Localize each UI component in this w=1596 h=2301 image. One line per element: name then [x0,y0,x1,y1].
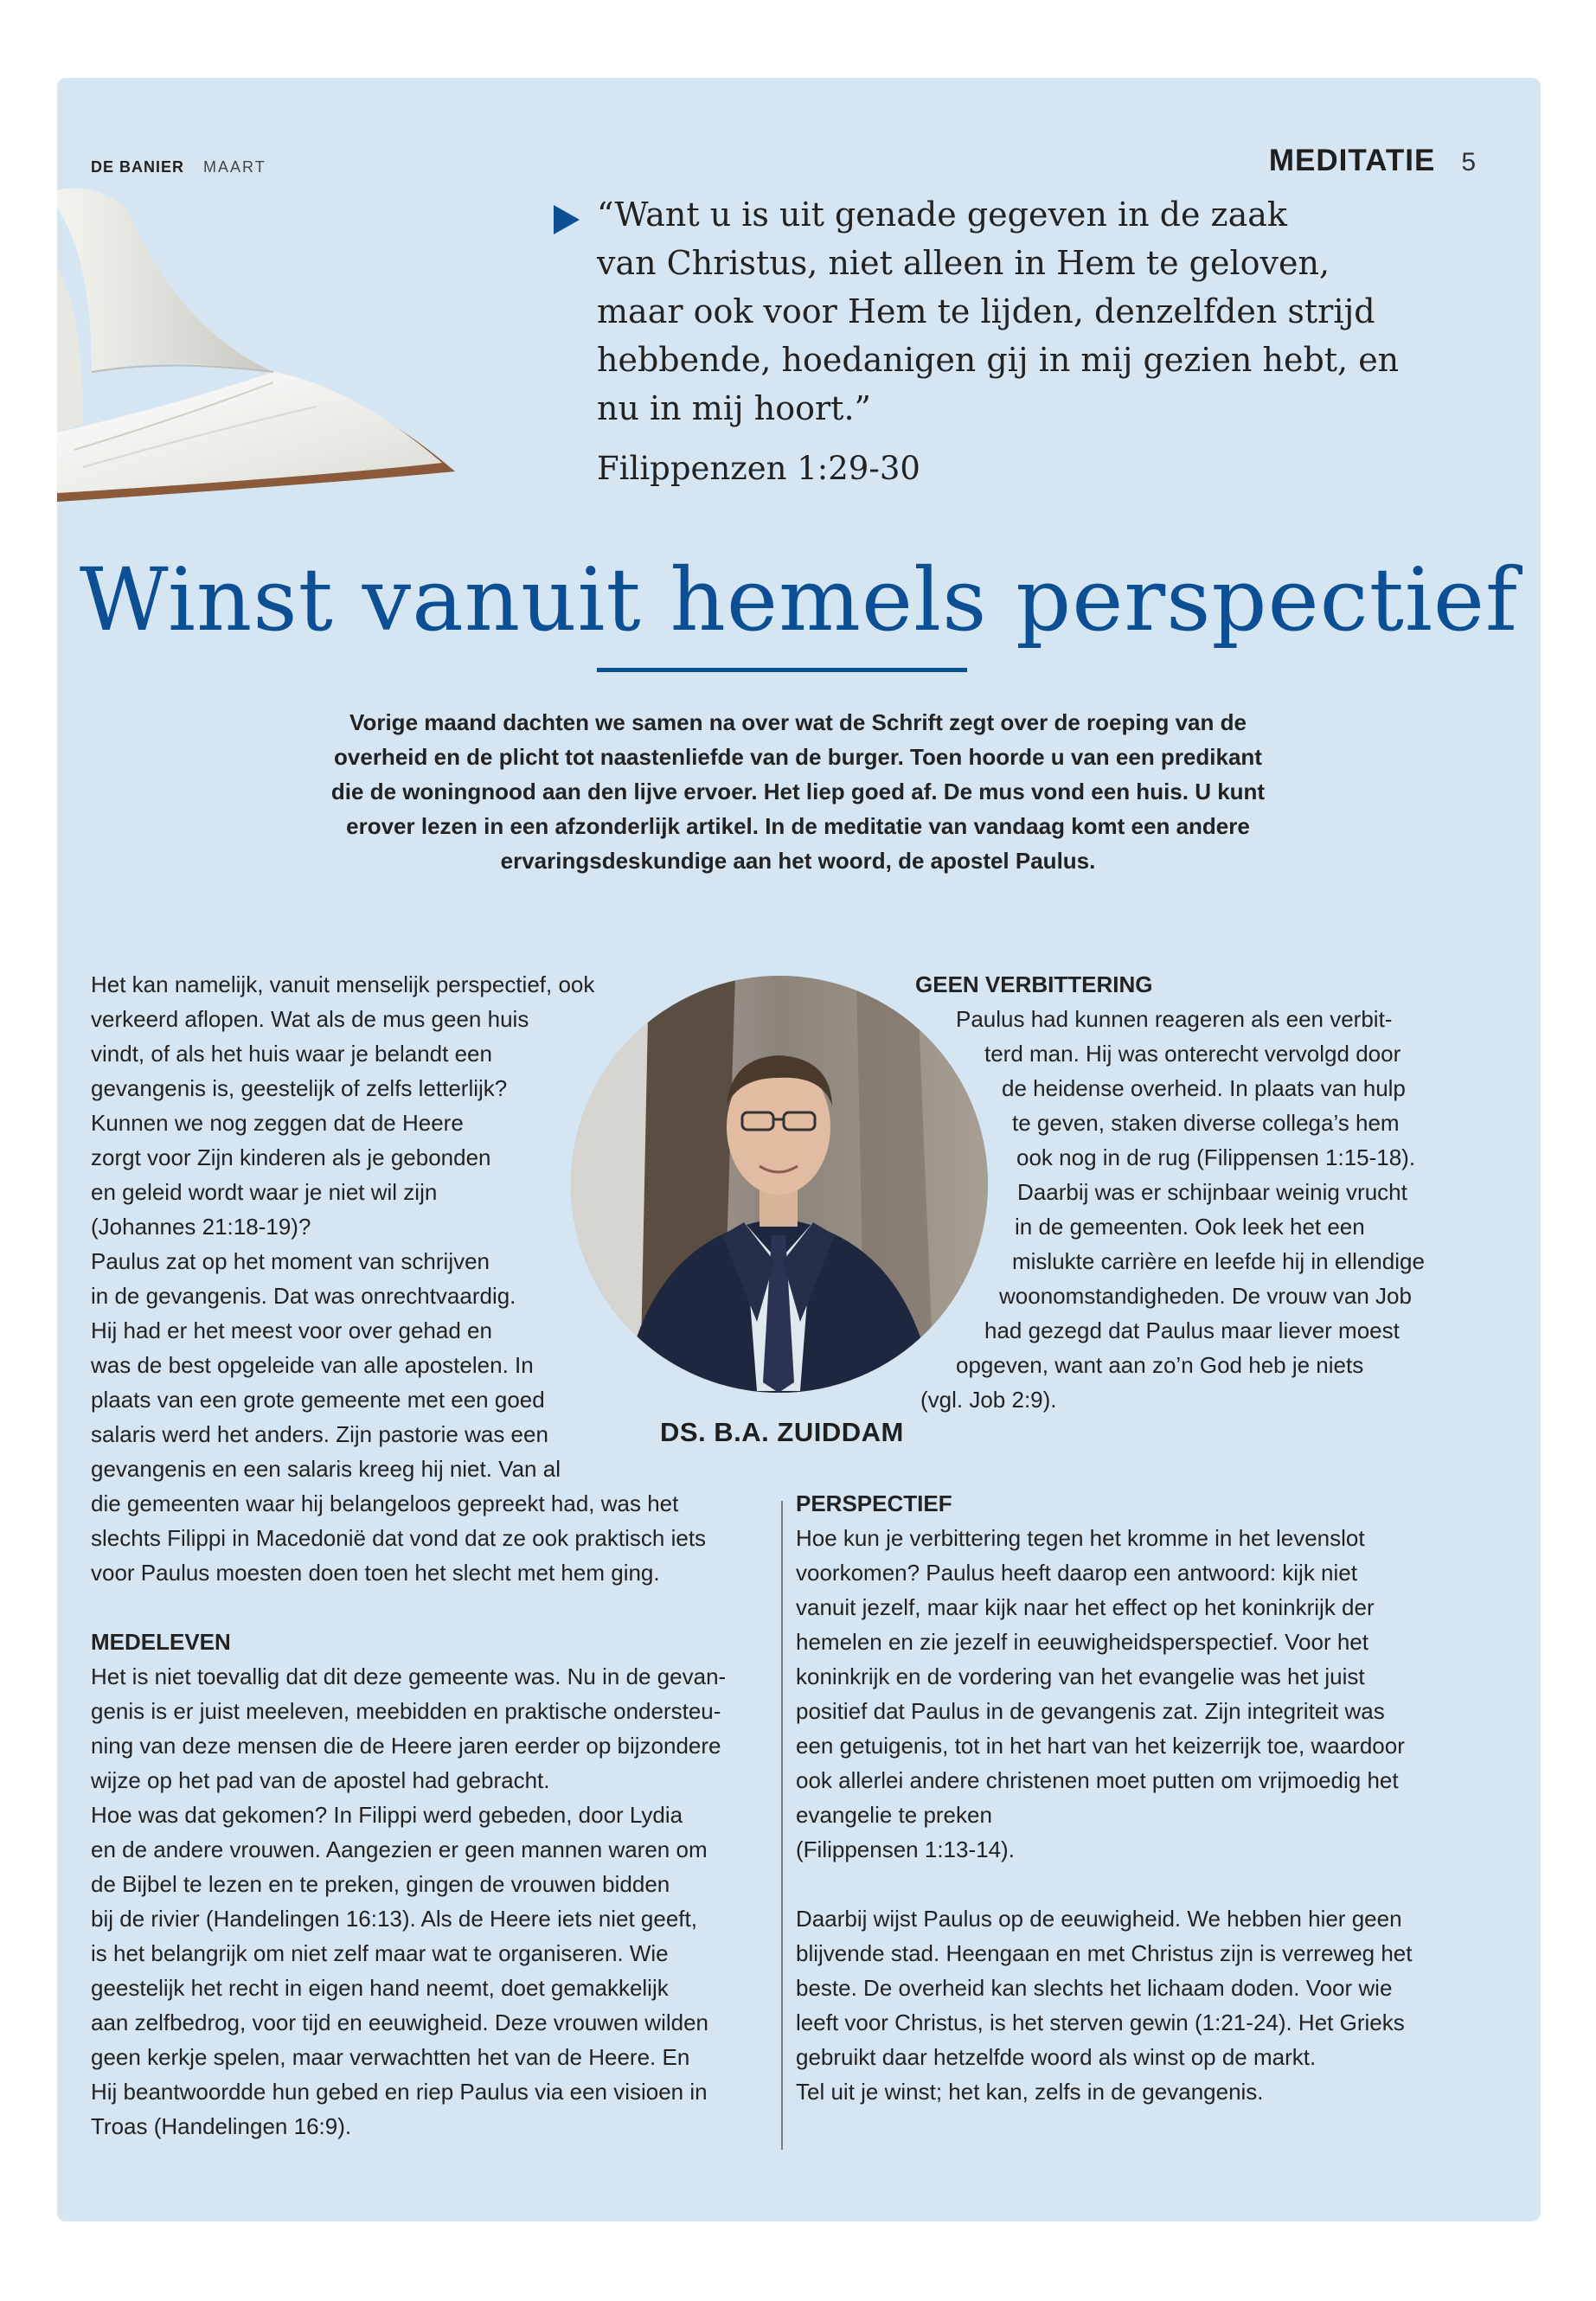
text-line: en geleid wordt waar je niet wil zijn [91,1179,438,1205]
text-line: Kunnen we nog zeggen dat de Heere [91,1110,464,1136]
text-line: in de gemeenten. Ook leek het een [1015,1214,1365,1240]
text-line: Tel uit je winst; het kan, zelfs in de gevangenis. [796,2079,1264,2105]
text-line: voorkomen? Paulus heeft daarop een antwoord: kijk niet [796,1560,1357,1586]
text-line: een getuigenis, tot in het hart van het keizerrijk toe, waardoor [796,1733,1405,1759]
text-line: te geven, staken diverse collega’s hem [1012,1110,1400,1136]
text-line: (Johannes 21:18-19)? [91,1214,311,1240]
quote-reference: Filippenzen 1:29-30 [597,450,920,487]
text-line: Hoe kun je verbittering tegen het kromme in het levenslot [796,1525,1365,1551]
quote-line: hebbende, hoedanigen gij in mij gezien hebt, en [597,341,1400,379]
text-line: blijvende stad. Heengaan en met Christus zijn is verreweg het [796,1940,1413,1966]
text-line: Paulus had kunnen reageren als een verbit- [956,1006,1393,1032]
text-line: wijze op het pad van de apostel had gebracht. [91,1767,550,1793]
article-title: Winst vanuit hemels perspectief [79,549,1519,651]
text-line: die gemeenten waar hij belangeloos gepreekt had, was het [91,1490,679,1516]
publication-name: DE BANIER [91,158,185,176]
article-intro [277,705,1319,878]
text-line: geestelijk het recht in eigen hand neemt, doet gemakkelijk [91,1975,669,2001]
text-line: hemelen en zie jezelf in eeuwigheidsperspectief. Voor het [796,1629,1368,1655]
quote-line: van Christus, niet alleen in Hem te geloven, [597,244,1330,282]
text-line: gevangenis en een salaris kreeg hij niet. Van al [91,1456,561,1482]
intro-line: Vorige maand dachten we samen na over wat de Schrift zegt over de roeping van de [349,709,1247,735]
text-line: had gezegd dat Paulus maar liever moest [984,1317,1400,1343]
column-divider [781,1501,783,2150]
text-line: voor Paulus moesten doen toen het slecht met hem ging. [91,1560,660,1586]
text-line: de heidense overheid. In plaats van hulp [1002,1075,1406,1101]
text-line: geen kerkje spelen, maar verwachtten het van de Heere. En [91,2044,690,2070]
header-right [1269,144,1477,178]
intro-line: die de woningnood aan den lijve ervoer. Het liep goed af. De mus vond een huis. U kunt [330,779,1266,804]
right-column-bottom [796,1486,1413,2109]
text-line: Paulus zat op het moment van schrijven [91,1248,490,1274]
intro-line: ervaringsdeskundige aan het woord, de apostel Paulus. [500,848,1096,874]
text-line: Het is niet toevallig dat dit deze gemeente was. Nu in de gevan- [91,1663,727,1689]
quote-line: “Want u is uit genade gegeven in de zaak [597,195,1287,234]
quote-line: maar ook voor Hem te lijden, denzelfden strijd [597,292,1375,330]
text-line: ook allerlei andere christenen moet putten om vrijmoedig het [796,1767,1399,1793]
text-line: beste. De overheid kan slechts het lichaam doden. Voor wie [796,1975,1393,2001]
text-line: was de best opgeleide van alle apostelen. In [91,1352,534,1378]
right-column-top [915,967,1152,1002]
text-line: ook nog in de rug (Filippensen 1:15-18). [1016,1144,1416,1170]
section-heading-perspectief: PERSPECTIEF [796,1490,952,1516]
open-book-illustration [57,156,464,502]
issue-month: MAART [203,158,266,176]
title-underline [597,668,967,672]
text-line: aan zelfbedrog, voor tijd en eeuwigheid. Deze vrouwen wilden [91,2009,708,2035]
text-line: Daarbij was er schijnbaar weinig vrucht [1017,1179,1407,1205]
text-line: plaats van een grote gemeente met een goed [91,1387,545,1413]
text-line: mislukte carrière en leefde hij in ellendige [1012,1248,1425,1274]
text-line: positief dat Paulus in de gevangenis zat. Zijn integriteit was [796,1698,1385,1724]
text-line: in de gevangenis. Dat was onrechtvaardig. [91,1283,516,1309]
text-line: gevangenis is, geestelijk of zelfs letterlijk? [91,1075,508,1101]
quote-line: nu in mij hoort.” [597,389,871,427]
text-line: leeft voor Christus, is het sterven gewin (1:21-24). Het Grieks [796,2009,1405,2035]
text-line: de Bijbel te lezen en te preken, gingen de vrouwen bidden [91,1871,670,1897]
text-line: (vgl. Job 2:9). [920,1387,1057,1413]
text-line: is het belangrijk om niet zelf maar wat te organiseren. Wie [91,1940,669,1966]
text-line: genis is er juist meeleven, meebidden en praktische ondersteu- [91,1698,721,1724]
intro-line: overheid en de plicht tot naastenliefde van de burger. Toen hoorde u van een predikant [334,744,1262,770]
text-line: vindt, of als het huis waar je belandt een [91,1041,492,1067]
header-left [91,158,266,176]
text-line: ning van deze mensen die de Heere jaren eerder op bijzondere [91,1733,721,1759]
text-line: en de andere vrouwen. Aangezien er geen mannen waren om [91,1836,708,1862]
text-line: Hij had er het meest voor over gehad en [91,1317,492,1343]
text-line: verkeerd aflopen. Wat als de mus geen huis [91,1006,529,1032]
text-line: opgeven, want aan zo’n God heb je niets [956,1352,1364,1378]
text-line: zorgt voor Zijn kinderen als je gebonden [91,1144,491,1170]
text-line: slechts Filippi in Macedonië dat vond dat ze ook praktisch iets [91,1525,707,1551]
text-line: Hoe was dat gekomen? In Filippi werd gebeden, door Lydia [91,1802,683,1828]
text-line: Hij beantwoordde hun gebed en riep Paulus via een visioen in [91,2079,708,2105]
text-line: salaris werd het anders. Zijn pastorie was een [91,1421,548,1447]
intro-line: erover lezen in een afzonderlijk artikel. In de meditatie van vandaag komt een andere [346,813,1250,839]
bible-quote [597,190,1400,433]
right-column-wrap [0,1002,1425,1417]
text-line: woonomstandigheden. De vrouw van Job [999,1283,1412,1309]
text-line: gebruikt daar hetzelfde woord als winst op de markt. [796,2044,1317,2070]
text-line: vanuit jezelf, maar kijk naar het effect op het koninkrijk der [796,1594,1375,1620]
text-line: Troas (Handelingen 16:9). [91,2113,352,2139]
text-line: terd man. Hij was onterecht vervolgd door [984,1041,1401,1067]
section-heading-geen-verbittering: GEEN VERBITTERING [915,971,1153,997]
section-heading-medeleven: MEDELEVEN [91,1629,231,1655]
text-line: koninkrijk en de vordering van het evangelie was het juist [796,1663,1365,1689]
text-line: evangelie te preken [796,1802,992,1828]
text-line: (Filippensen 1:13-14). [796,1836,1015,1862]
author-caption: DS. B.A. ZUIDDAM [660,1417,904,1447]
text-line: Het kan namelijk, vanuit menselijk perspectief, ook [91,971,595,997]
play-arrow-icon [554,205,580,234]
section-label: MEDITATIE [1268,144,1436,177]
text-line: bij de rivier (Handelingen 16:13). Als de Heere iets niet geeft, [91,1906,697,1932]
page-number: 5 [1461,148,1477,176]
text-line: Daarbij wijst Paulus op de eeuwigheid. We hebben hier geen [796,1906,1402,1932]
